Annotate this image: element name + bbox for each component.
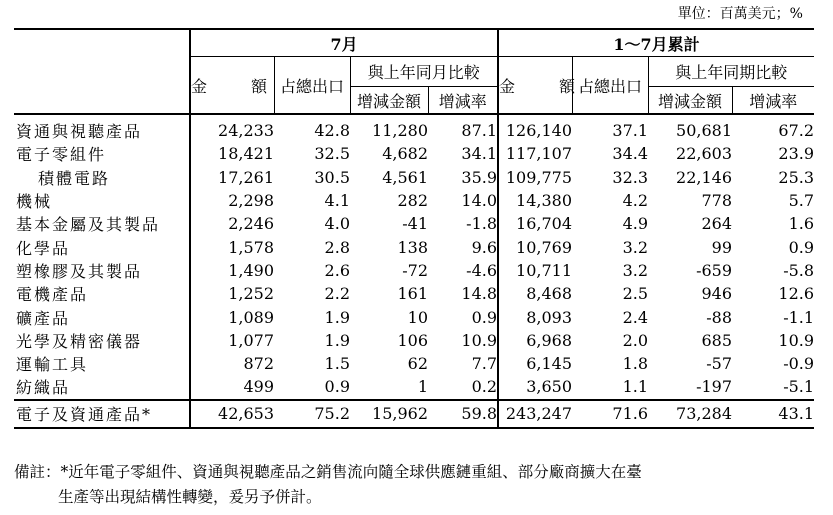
row-name: 運輸工具 <box>16 355 89 375</box>
cell-cum-share: 2.0 <box>622 330 649 350</box>
cell-month-share: 4.1 <box>324 191 350 211</box>
row-name: 資通與視聽產品 <box>16 122 143 142</box>
cell-cum-share: 4.9 <box>622 214 649 234</box>
header-month-diff: 增減金額 <box>350 87 428 115</box>
cell-cum-share: 2.5 <box>622 284 649 304</box>
cell-month-share: 32.5 <box>314 144 350 164</box>
cell-month-amount: 2,298 <box>190 189 274 212</box>
total-cum-rate: 43.1 <box>732 400 814 428</box>
cell-cum-amount: 6,145 <box>498 352 572 375</box>
cell-cum-share: 4.2 <box>622 191 649 211</box>
cell-cum-rate: -0.9 <box>783 354 815 374</box>
table-row <box>14 212 814 235</box>
cell-month-amount: 2,246 <box>190 212 274 235</box>
cell-month-share: 42.8 <box>314 121 350 141</box>
cell-month-share: 30.5 <box>314 167 350 187</box>
cell-month-rate: 9.6 <box>471 237 498 257</box>
cell-month-rate: 10.9 <box>461 330 498 350</box>
cell-cum-amount: 16,704 <box>498 212 572 235</box>
table-row <box>14 282 814 305</box>
cell-month-diff: 1 <box>417 377 428 397</box>
row-name: 基本金屬及其製品 <box>16 215 161 235</box>
cell-cum-rate: 0.9 <box>788 237 815 257</box>
cell-month-share: 2.2 <box>324 284 350 304</box>
table-row <box>14 142 814 165</box>
cell-month-amount: 18,421 <box>190 142 274 165</box>
header-month-amount: 金 額 <box>190 57 274 115</box>
total-month-amount: 42,653 <box>190 400 274 428</box>
cell-month-diff: 138 <box>397 237 428 257</box>
header-cum-yoy: 與上年同期比較 <box>648 57 814 87</box>
row-name: 機械 <box>16 192 53 212</box>
cell-month-rate: 35.9 <box>461 167 498 187</box>
table-row <box>14 352 814 375</box>
cell-month-amount: 1,490 <box>190 259 274 282</box>
cell-month-amount: 17,261 <box>190 166 274 189</box>
cell-cum-rate: -5.1 <box>783 377 815 397</box>
cell-cum-amount: 8,093 <box>498 305 572 328</box>
total-name: 電子及資通產品* <box>14 400 190 428</box>
cell-cum-diff: 99 <box>711 237 733 257</box>
total-row <box>14 400 814 428</box>
table-row <box>14 375 814 399</box>
cell-month-rate: -4.6 <box>466 260 498 280</box>
cell-month-amount: 1,089 <box>190 305 274 328</box>
footnote-line-2: 生產等出現結構性轉變，爰另予併計。 <box>58 488 322 506</box>
cell-cum-diff: 264 <box>701 214 733 234</box>
cell-month-rate: 87.1 <box>461 121 498 141</box>
export-table <box>14 28 814 429</box>
cell-month-share: 4.0 <box>324 214 350 234</box>
cell-cum-rate: 10.9 <box>778 330 815 350</box>
cell-month-diff: 62 <box>407 354 428 374</box>
cell-month-share: 2.8 <box>324 237 350 257</box>
header-cum-diff: 增減金額 <box>648 87 732 115</box>
header-month-rate: 增減率 <box>428 87 498 115</box>
cell-cum-rate: -1.1 <box>783 307 815 327</box>
table-body <box>14 114 814 400</box>
total-month-diff: 15,962 <box>350 400 428 428</box>
cell-cum-amount: 8,468 <box>498 282 572 305</box>
cell-month-amount: 872 <box>190 352 274 375</box>
unit-label: 單位：百萬美元；% <box>677 6 803 22</box>
table-row <box>14 235 814 258</box>
cell-month-amount: 1,252 <box>190 282 274 305</box>
cell-cum-amount: 109,775 <box>498 166 572 189</box>
cell-cum-rate: 1.6 <box>788 214 815 234</box>
cell-month-diff: 282 <box>397 191 428 211</box>
cell-cum-diff: 22,603 <box>676 144 733 164</box>
header-blank <box>14 29 190 57</box>
cell-cum-amount: 126,140 <box>498 114 572 142</box>
cell-month-amount: 24,233 <box>190 114 274 142</box>
cell-cum-share: 32.3 <box>612 167 649 187</box>
footnote-line-1: 備註：*近年電子零組件、資通與視聽產品之銷售流向隨全球供應鏈重組、部分廠商擴大在臺 <box>14 463 642 481</box>
cell-cum-rate: 12.6 <box>778 284 815 304</box>
cell-cum-diff: 778 <box>701 191 733 211</box>
cell-month-rate: 7.7 <box>471 354 498 374</box>
cell-month-share: 2.6 <box>324 260 350 280</box>
cell-month-diff: 161 <box>397 284 428 304</box>
cell-cum-share: 3.2 <box>622 237 649 257</box>
cell-cum-share: 1.1 <box>622 377 649 397</box>
cell-cum-diff: -57 <box>706 354 733 374</box>
header-month-yoy: 與上年同月比較 <box>350 57 498 87</box>
cell-month-diff: 11,280 <box>372 121 428 141</box>
cell-month-diff: 106 <box>397 330 428 350</box>
row-name: 電機產品 <box>16 285 89 305</box>
cell-cum-rate: 5.7 <box>788 191 815 211</box>
cell-month-share: 1.9 <box>324 307 350 327</box>
header-cum-share: 占總出口 <box>572 57 648 115</box>
cell-month-diff: 4,682 <box>382 144 428 164</box>
row-name: 礦產品 <box>16 308 71 328</box>
total-cum-diff: 73,284 <box>648 400 732 428</box>
cell-cum-diff: 22,146 <box>676 167 733 187</box>
table-row <box>14 259 814 282</box>
cell-cum-diff: 685 <box>701 330 733 350</box>
row-name: 塑橡膠及其製品 <box>16 261 143 281</box>
row-name: 化學品 <box>16 238 71 258</box>
cell-month-rate: -1.8 <box>466 214 498 234</box>
cell-cum-amount: 117,107 <box>498 142 572 165</box>
cell-cum-rate: 67.2 <box>778 121 815 141</box>
cell-cum-diff: -88 <box>706 307 733 327</box>
cell-month-share: 0.9 <box>324 377 350 397</box>
total-cum-amount: 243,247 <box>498 400 572 428</box>
table-row <box>14 114 814 142</box>
cell-month-rate: 14.0 <box>461 191 498 211</box>
header-cum-rate: 增減率 <box>732 87 814 115</box>
header-month-share: 占總出口 <box>274 57 350 115</box>
table-row <box>14 305 814 328</box>
cell-month-share: 1.5 <box>324 354 350 374</box>
table-row <box>14 329 814 352</box>
cell-cum-diff: -197 <box>696 377 733 397</box>
cell-month-diff: 4,561 <box>382 167 428 187</box>
row-name: 紡織品 <box>16 378 71 398</box>
cell-cum-amount: 14,380 <box>498 189 572 212</box>
cell-cum-diff: 946 <box>701 284 733 304</box>
total-month-rate: 59.8 <box>428 400 498 428</box>
header-cum-amount: 金 額 <box>498 57 572 115</box>
table-row <box>14 166 814 189</box>
cell-cum-amount: 10,769 <box>498 235 572 258</box>
cell-month-amount: 1,578 <box>190 235 274 258</box>
cell-month-diff: -72 <box>402 260 428 280</box>
row-name: 積體電路 <box>38 168 111 188</box>
cell-month-amount: 1,077 <box>190 329 274 352</box>
cell-cum-amount: 6,968 <box>498 329 572 352</box>
cell-month-amount: 499 <box>190 375 274 399</box>
cell-cum-amount: 10,711 <box>498 259 572 282</box>
cell-month-share: 1.9 <box>324 330 350 350</box>
cell-month-rate: 0.9 <box>471 307 498 327</box>
footnote <box>14 460 819 510</box>
cell-cum-diff: -659 <box>696 260 733 280</box>
cell-cum-diff: 50,681 <box>676 121 733 141</box>
cell-cum-rate: 25.3 <box>778 167 815 187</box>
cell-cum-share: 34.4 <box>612 144 649 164</box>
cell-month-rate: 0.2 <box>471 377 498 397</box>
cell-month-diff: -41 <box>402 214 428 234</box>
cell-cum-rate: -5.8 <box>783 260 815 280</box>
cell-cum-share: 2.4 <box>622 307 649 327</box>
cell-cum-share: 37.1 <box>612 121 649 141</box>
total-month-share: 75.2 <box>274 400 350 428</box>
cell-month-diff: 10 <box>407 307 428 327</box>
header-cumulative: 1～7月累計 <box>498 29 814 57</box>
row-name: 光學及精密儀器 <box>16 331 143 351</box>
cell-month-rate: 14.8 <box>461 284 498 304</box>
cell-cum-amount: 3,650 <box>498 375 572 399</box>
cell-month-rate: 34.1 <box>461 144 498 164</box>
cell-cum-rate: 23.9 <box>778 144 815 164</box>
header-month: 7月 <box>190 29 498 57</box>
row-name: 電子零組件 <box>16 145 107 165</box>
table-row <box>14 189 814 212</box>
cell-cum-share: 1.8 <box>622 354 649 374</box>
cell-cum-share: 3.2 <box>622 260 649 280</box>
total-cum-share: 71.6 <box>572 400 648 428</box>
